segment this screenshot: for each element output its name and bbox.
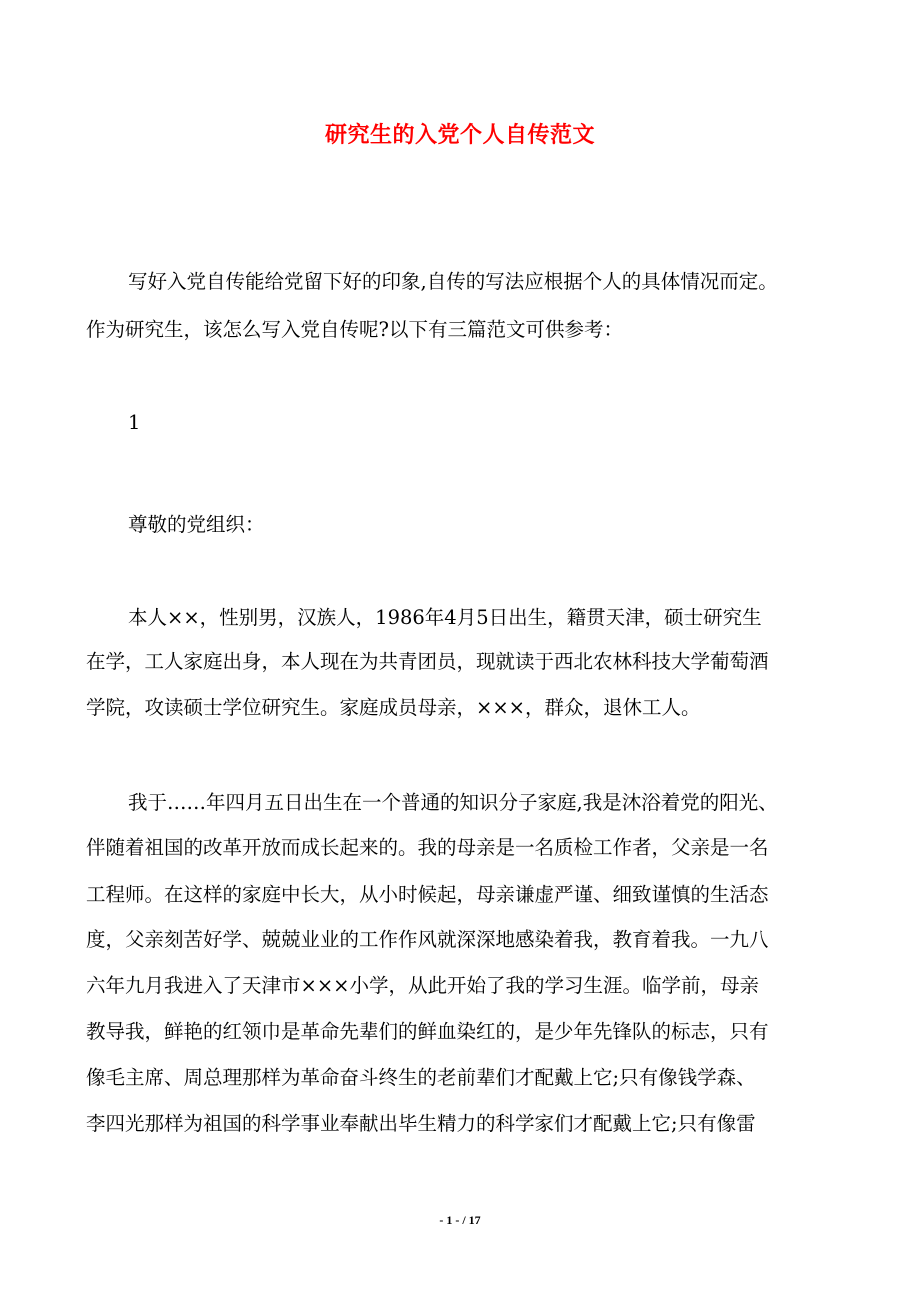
paragraph-2-line-6: 教导我，鲜艳的红领巾是革命先辈们的鲜血染红的，是少年先锋队的标志，只有	[86, 1020, 769, 1043]
document-title: 研究生的入党个人自传范文	[324, 123, 595, 148]
paragraph-2-line-4: 度，父亲刻苦好学、兢兢业业的工作作风就深深地感染着我，教育着我。一九八	[86, 928, 769, 951]
page-number: - 1 - / 17	[439, 1213, 481, 1227]
paragraph-1-line-2: 在学，工人家庭出身，本人现在为共青团员，现就读于西北农林科技大学葡萄酒	[86, 650, 769, 673]
salutation: 尊敬的党组织：	[128, 513, 265, 536]
paragraph-1-line-3: 学院，攻读硕士学位研究生。家庭成员母亲，×××，群众，退休工人。	[86, 696, 701, 719]
paragraph-1-line-1: 本人××，性别男，汉族人，1986年4月5日出生，籍贯天津，硕士研究生	[128, 606, 762, 629]
paragraph-2-line-3: 工程师。在这样的家庭中长大，从小时候起，母亲谦虚严谨、细致谨慎的生活态	[86, 883, 769, 906]
paragraph-2-line-7: 像毛主席、周总理那样为革命奋斗终生的老前辈们才配戴上它;只有像钱学森、	[86, 1066, 756, 1089]
intro-line-2: 作为研究生，该怎么写入党自传呢?以下有三篇范文可供参考：	[86, 318, 623, 341]
paragraph-2-line-5: 六年九月我进入了天津市×××小学，从此开始了我的学习生涯。临学前，母亲	[86, 974, 760, 997]
paragraph-2-line-2: 伴随着祖国的改革开放而成长起来的。我的母亲是一名质检工作者，父亲是一名	[86, 836, 769, 859]
paragraph-2-line-1: 我于……年四月五日出生在一个普通的知识分子家庭,我是沐浴着党的阳光、	[128, 791, 778, 814]
intro-line-1: 写好入党自传能给党留下好的印象,自传的写法应根据个人的具体情况而定。	[128, 270, 778, 293]
paragraph-2-line-8: 李四光那样为祖国的科学事业奉献出毕生精力的科学家们才配戴上它;只有像雷	[86, 1112, 756, 1135]
section-number: 1	[128, 411, 141, 434]
